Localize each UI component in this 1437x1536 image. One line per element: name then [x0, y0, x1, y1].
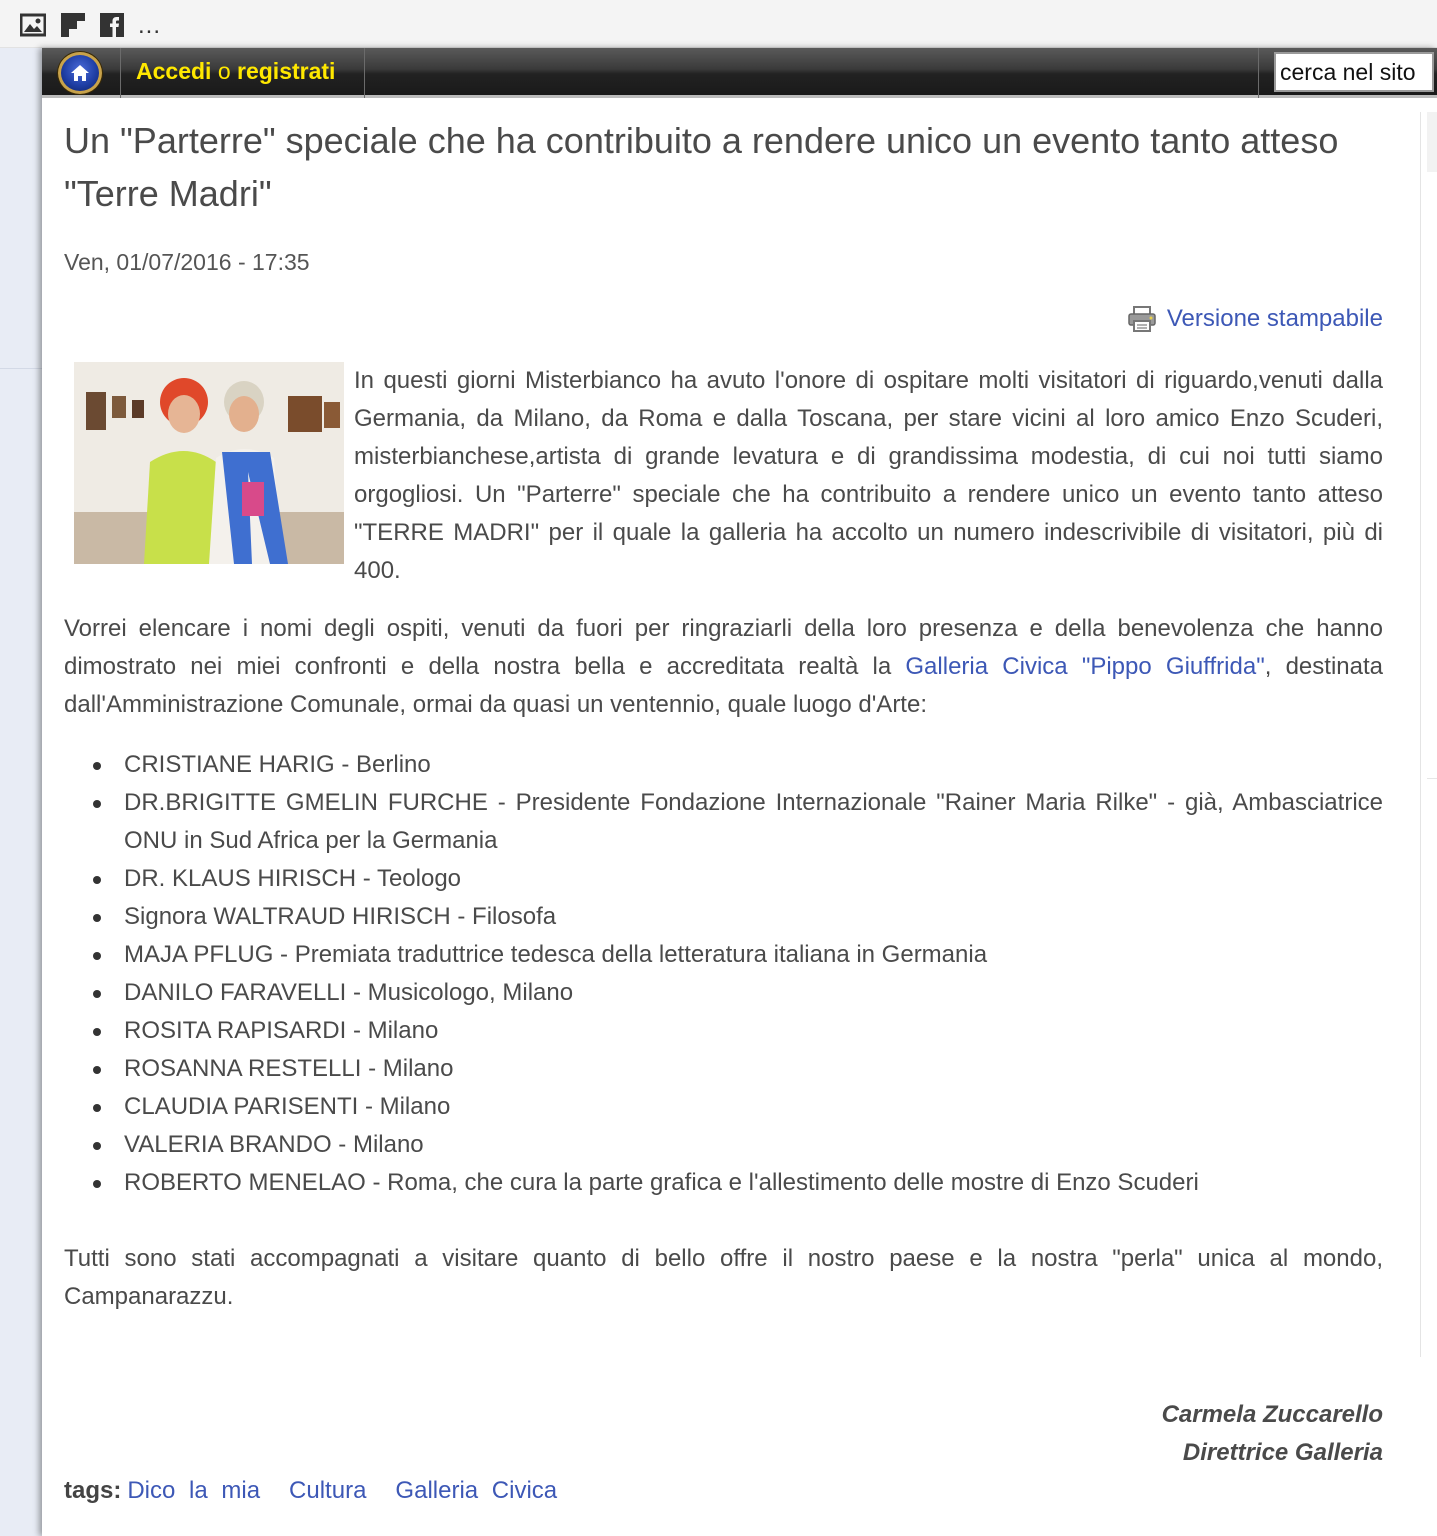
- tag-link[interactable]: Dico la mia: [127, 1477, 261, 1504]
- share-bar: [0, 0, 1437, 48]
- list-item: CLAUDIA PARISENTI - Milano: [124, 1088, 1383, 1126]
- list-item: CRISTIANE HARIG - Berlino: [124, 746, 1383, 784]
- signature-role: Direttrice Galleria: [1182, 1439, 1383, 1466]
- facebook-icon[interactable]: [99, 12, 125, 38]
- paragraph-text: , destinata dall'Amministrazione Comunale, ormai da quasi un ventennio, quale luogo d'Arte:: [64, 653, 1383, 718]
- login-links: [136, 57, 335, 85]
- article-title: Un "Parterre" speciale che ha contribuito a rendere unico un evento tanto atteso "Terre Madri": [64, 120, 1339, 214]
- signature-name: Carmela Zuccarello: [1161, 1401, 1383, 1428]
- list-item: DR. KLAUS HIRISCH - Teologo: [124, 860, 1383, 898]
- search-input[interactable]: [1274, 52, 1434, 92]
- more-share-button[interactable]: ...: [138, 12, 162, 39]
- flipboard-icon[interactable]: [60, 12, 86, 38]
- article-paragraph-2: [64, 610, 1383, 724]
- home-icon[interactable]: [58, 52, 102, 94]
- print-version-label: Versione stampabile: [1166, 305, 1383, 332]
- article-paragraph-1: In questi giorni Misterbianco ha avuto l'onore di ospitare molti visitatori di riguardo,venuti dalla Germania, da Milano, da Roma e dalla Toscana, per stare vicini al loro amico Enzo Scuderi, misterbianchese,artista di grande levatura e di grandissima modestia, di cui noi tutti siamo orgogliosi. Un "Parterre" speciale che ha contribuito a rendere unico un evento tanto atteso "TERRE MADRI" per il quale la galleria ha accolto un numero indescrivibile di visitatori, più di 400.: [354, 367, 1383, 584]
- navbar-divider: [120, 48, 121, 98]
- list-item: MAJA PFLUG - Premiata traduttrice tedesca della letteratura italiana in Germania: [124, 936, 1383, 974]
- article-paragraph-3: Tutti sono stati accompagnati a visitare quanto di bello offre il nostro paese e la nostra "perla" unica al mondo, Campanarazzu.: [64, 1245, 1383, 1310]
- tag-link[interactable]: Galleria Civica: [395, 1477, 558, 1504]
- article-photo: [74, 362, 344, 564]
- list-item: DANILO FARAVELLI - Musicologo, Milano: [124, 974, 1383, 1012]
- tags-label: tags:: [64, 1477, 122, 1504]
- or-text: o: [217, 58, 231, 84]
- navbar-divider: [364, 48, 365, 98]
- login-link[interactable]: Accedi: [136, 58, 212, 84]
- article-date: Ven, 01/07/2016 - 17:35: [64, 249, 310, 275]
- guest-list: [124, 746, 1383, 1202]
- galleria-civica-link[interactable]: Galleria Civica "Pippo Giuffrida": [905, 653, 1265, 680]
- list-item: ROSANNA RESTELLI - Milano: [124, 1050, 1383, 1088]
- paragraph-text: Vorrei elencare i nomi degli ospiti, venuti da fuori per ringraziarli della loro presenza e della benevolenza che hanno dimostrato nei miei confronti e della nostra bella e accreditata realtà la: [64, 615, 1383, 680]
- tags-row: [64, 1472, 586, 1510]
- list-item: Signora WALTRAUD HIRISCH - Filosofa: [124, 898, 1383, 936]
- scroll-rail[interactable]: [1420, 112, 1437, 1357]
- top-navbar: [42, 48, 1437, 98]
- list-item: ROSITA RAPISARDI - Milano: [124, 1012, 1383, 1050]
- navbar-divider: [1258, 48, 1259, 98]
- print-version-link[interactable]: [1127, 302, 1383, 336]
- list-item: DR.BRIGITTE GMELIN FURCHE - Presidente Fondazione Internazionale "Rainer Maria Rilke" - già, Ambasciatrice ONU in Sud Africa per la Germania: [124, 784, 1383, 860]
- tag-link[interactable]: Cultura: [289, 1477, 367, 1504]
- left-backdrop: [0, 48, 42, 1536]
- list-item: VALERIA BRANDO - Milano: [124, 1126, 1383, 1164]
- image-icon[interactable]: [20, 12, 46, 38]
- printer-icon: [1127, 305, 1157, 333]
- list-item: ROBERTO MENELAO - Roma, che cura la parte grafica e l'allestimento delle mostre di Enzo Scuderi: [124, 1164, 1383, 1202]
- register-link[interactable]: registrati: [237, 58, 336, 84]
